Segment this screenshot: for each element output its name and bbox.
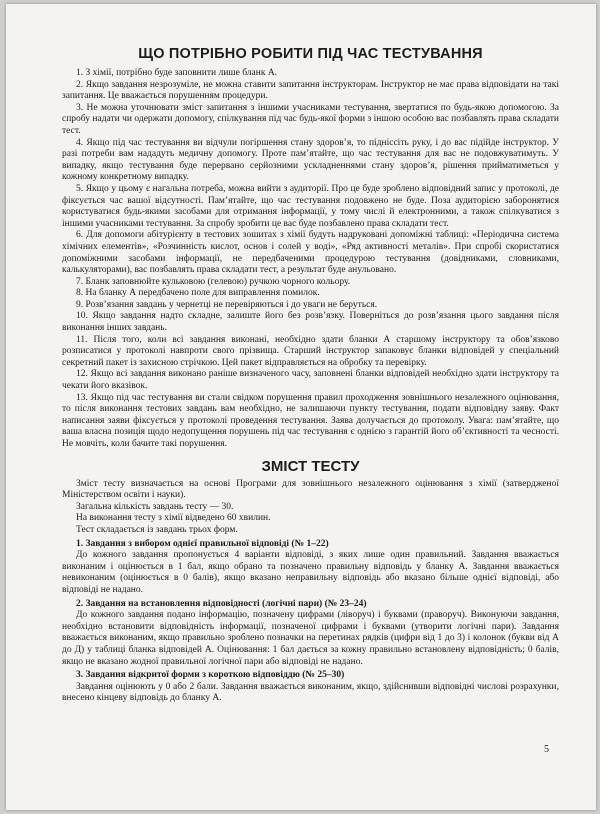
intro-paragraph: Тест складається із завдань трьох форм.: [76, 524, 238, 535]
rule-item: 6. Для допомоги абітурієнту в тестових зошитах з хімії будуть надруковані допоміжні таблиці: «Періодична система хімічних елементів», «Розчинність кислот, основ і солей у воді», «Ряд активності металів». При спробі скористатися допоміжними засобами інформації, не передбаченими процедурою тестування (довідниками, словниками, калькуляторами), вас позбавлять права складати тест, а результат буде анульовано.: [62, 230, 559, 276]
rule-item: 4. Якщо під час тестування ви відчули погіршення стану здоров’я, то підніссіть руку, і до вас підійде інструктор. У разі потреби вам нададуть медичну допомогу. Проте пам’ятайте, що час тестування для вас не подовжуватимуть. У випадку, якщо тестування буде перервано серйозними ускладненнями стану здоров’я, рішення прийматиметься у кожному конкретному випадку.: [62, 137, 559, 183]
form-text: Завдання оцінюють у 0 або 2 бали. Завдання вважається виконаним, якщо, здійснивши відповідні числові розрахунки, внесено кінцеву відповідь до бланку А.: [62, 681, 559, 704]
form-text: До кожного завдання пропонується 4 варіанти відповіді, з яких лише один правильний. Завдання вважається виконаним і оцінюється в 1 бал, якщо обрано та позначено правильну відповідь у бланку А. Завдання вважається невиконаним (оцінюється в 0 балів), якщо вказано неправильну відповідь або вказано більше однієї відповіді, або відповіді не надано.: [62, 550, 559, 595]
rule-item: 12. Якщо всі завдання виконано раніше визначеного часу, заповнені бланки відповідей необхідно здати інструктору та чекати його вказівок.: [62, 369, 559, 392]
rule-item: 7. Бланк заповнюйте кульковою (гелевою) ручкою чорного кольору.: [76, 276, 351, 287]
form-heading: 1. Завдання з вибором однієї правильної відповіді (№ 1–22): [76, 538, 329, 549]
rule-item: 2. Якщо завдання незрозуміле, не можна ставити запитання інструкторам. Інструктор не має права відповідати на такі запитання. Це вважається порушенням процедури.: [62, 79, 559, 102]
rule-item: 11. Після того, коли всі завдання виконані, необхідно здати бланки А старшому інструктору та обов’язково розписатися у протоколі навпроти свого прізвища. Старший інструктор запаковує бланки відповідей у спеціальний секретний пакет із захисною стрічкою. Цей пакет відправляється на обробку та перевірку.: [62, 334, 559, 368]
page-number: 5: [544, 744, 549, 755]
test-forms: [62, 539, 559, 705]
intro-paragraph: Зміст тесту визначається на основі Програми для зовнішнього незалежного оцінювання з хімії (затвердженої Міністерством освіти і науки).: [62, 478, 559, 501]
test-title: ЗМІСТ ТЕСТУ: [261, 457, 360, 475]
rule-item: 3. Не можна уточнювати зміст запитання з іншими учасниками тестування, звертатися по будь-якою допомогою. За спробу надати чи одержати допомогу, спілкування під час будь-якої форми з іншою особою вас позбавлять права складати тест.: [62, 102, 559, 136]
form-text: До кожного завдання подано інформацію, позначену цифрами (ліворуч) і буквами (праворуч). Виконуючи завдання, необхідно встановити відповідність інформації, позначеної цифрами і буквами (утворити логічні пари). Завдання вважається виконаним, якщо правильно зроблено позначки на перетинах рядків (цифри від 1 до 3) і колонок (букви від А до Д) у таблиці бланка відповідей А. Оцінювання: 1 бал дається за кожну правильно встановлену відповідність; 0 балів, якщо не вказано жодної правильної логічної пари або відповіді не надано.: [62, 610, 559, 667]
rule-item: 9. Розв’язання завдань у чернетці не перевіряються і до уваги не беруться.: [76, 299, 378, 310]
form-heading: 2. Завдання на встановлення відповідності (логічні пари) (№ 23–24): [76, 598, 367, 609]
rule-item: 1. З хімії, потрібно буде заповнити лише бланк А.: [76, 68, 278, 78]
intro-paragraph: Загальна кількість завдань тесту — 30.: [76, 501, 234, 512]
rule-item: 13. Якщо під час тестування ви стали свідком порушення правил проходження зовнішнього незалежного оцінювання, то після виконання тестових завдань вам необхідно, не залишаючи пункту тестування, подати відповідну заяву. Факт написання заяви фіксується у протоколі проведення тестування. Заява долучається до протоколу. Увага: пам’ятайте, що ваша власна позиція щодо недопущення порушень під час тестування є однією з гарантій його об’єктивності та чесності. Не мовчіть, коли бачите такі порушення.: [62, 392, 559, 449]
test-intro: [62, 479, 559, 537]
intro-paragraph: На виконання тесту з хімії відведено 60 хвилин.: [76, 513, 271, 524]
rules-list: [62, 68, 559, 451]
rule-item: 8. На бланку А передбачено поле для виправлення помилок.: [76, 288, 320, 299]
document-page: [6, 4, 596, 810]
rules-title: ЩО ПОТРІБНО РОБИТИ ПІД ЧАС ТЕСТУВАННЯ: [138, 46, 483, 62]
page-content: [62, 46, 559, 705]
form-heading: 3. Завдання відкритої форми з короткою відповіддю (№ 25–30): [76, 670, 345, 681]
rule-item: 10. Якщо завдання надто складне, залиште його без розв’язку. Поверніться до розв’язання цього завдання після виконання інших завдань.: [62, 311, 559, 334]
rule-item: 5. Якщо у цьому є нагальна потреба, можна вийти з аудиторії. Про це буде зроблено відповідний запис у протоколі, де фіксується час вашої відсутності. Пам’ятайте, що час тестування подовжено не буде. Поза аудиторією заборонятися користуватися будь-якими засобами для отримання інформації, у тому числі й електронними, а також спілкуватися з іншими учасниками тестування. За спробу зробити це вас буде позбавлено права складати тест.: [62, 183, 559, 229]
